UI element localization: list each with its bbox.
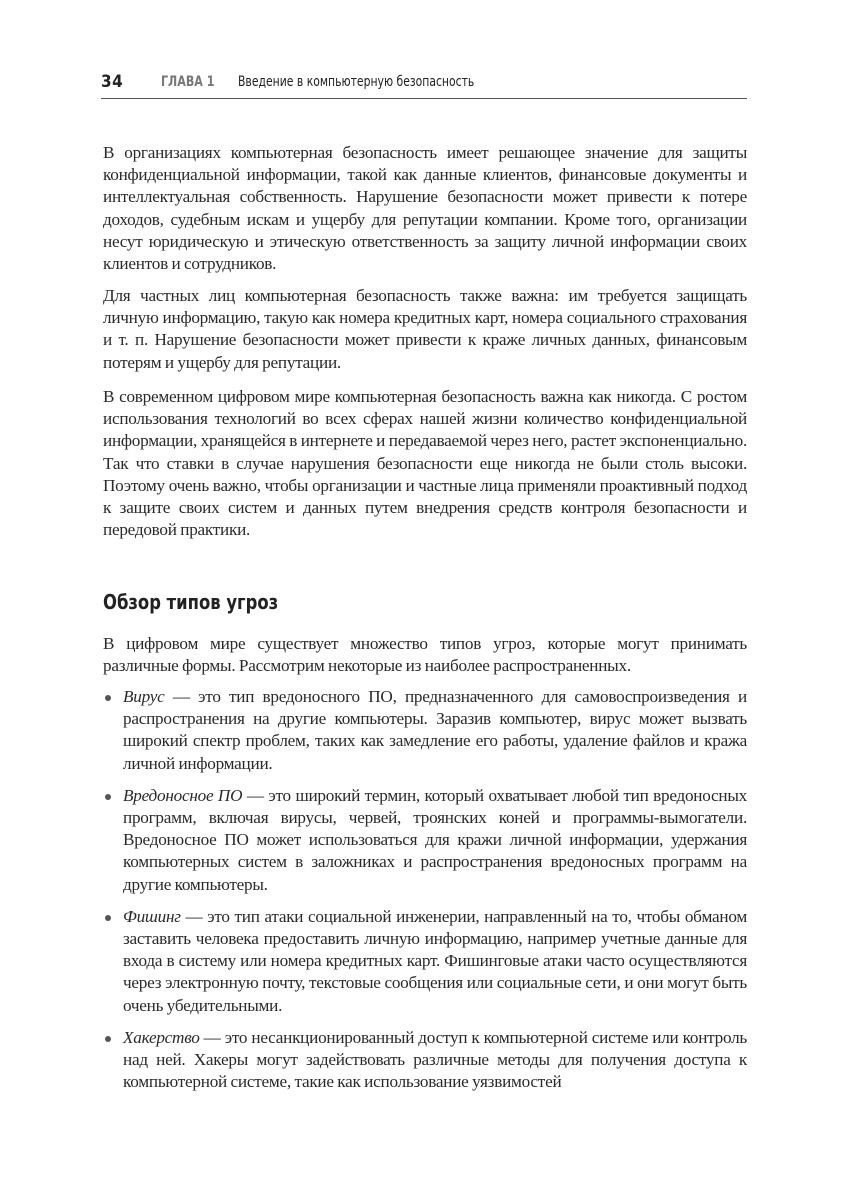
running-head <box>101 70 747 99</box>
bullet-icon <box>105 1036 111 1042</box>
bullet-icon <box>105 794 111 800</box>
list-item <box>103 1027 747 1094</box>
definition: — это широкий термин, который охватывает любой тип вредоносных программ, включая вирусы, червей, троянских коней и программы-вымогатели. Вредоносное ПО может использоваться для кражи личной информации, удержания компьютерных систем в заложниках и распространения вредоносных программ на другие компьютеры. <box>123 785 747 894</box>
list-item <box>103 785 747 896</box>
term: Вирус <box>123 687 165 706</box>
bullet-icon <box>105 915 111 921</box>
definition: — это тип вредоносного ПО, предназначенного для самовоспроизведения и распространения на другие компьютеры. Заразив компьютер, вирус может вызвать широкий спектр проблем, таких как замедление его работы, удаление файлов и кража личной информации. <box>123 687 747 773</box>
section-intro: В цифровом мире существует множество типов угроз, которые могут принимать различные формы. Рассмотрим некоторые из наиболее распространенных. <box>103 634 747 676</box>
paragraph-2-block <box>103 285 747 374</box>
paragraph-1-block <box>103 142 747 275</box>
page-number: 34 <box>101 72 124 92</box>
section-heading: Обзор типов угроз <box>103 590 279 614</box>
bullet-icon <box>105 695 111 701</box>
term: Вредоносное ПО <box>123 785 243 805</box>
term: Фишинг <box>123 906 181 926</box>
definition: — это тип атаки социальной инженерии, направленный на то, чтобы обманом заставить человека предоставить личную информацию, например учетные данные для входа в систему или номера кредитных карт. Фишинговые атаки часто осуществляются через электронную почту, текстовые сообщения или социальные сети, и они могут быть очень убедительными. <box>123 906 747 1015</box>
paragraph: В современном цифровом мире компьютерная безопасность важна как никогда. С ростом использования технологий во всех сферах нашей жизни количество конфиденциальной информации, хранящейся в интернете и передаваемой через него, растет экспоненциально. Так что ставки в случае нарушения безопасности еще никогда не были столь высоки. Поэтому очень важно, чтобы организации и частные лица применяли проактивный подход к защите своих систем и данных путем внедрения средств контроля безопасности и передовой практики. <box>103 387 747 540</box>
chapter-title: Введение в компьютерную безопасность <box>238 74 475 90</box>
paragraph: Для частных лиц компьютерная безопасность также важна: им требуется защищать личную информацию, такую как номера кредитных карт, номера социального страхования и т. п. Нарушение безопасности может привести к краже личных данных, финансовым потерям и ущербу для репутации. <box>103 286 747 372</box>
threat-list <box>103 686 747 1103</box>
paragraph-3-block <box>103 386 747 541</box>
section-intro-block <box>103 633 747 677</box>
chapter-label: ГЛАВА 1 <box>161 74 215 90</box>
list-item <box>103 686 747 775</box>
list-item <box>103 906 747 1017</box>
paragraph: В организациях компьютерная безопасность имеет решающее значение для защиты конфиденциальной информации, такой как данные клиентов, финансовые документы и интеллектуальная собственность. Нарушение безопасности может привести к потере доходов, судебным искам и ущербу для репутации компании. Кроме того, организации несут юридическую и этическую ответственность за защиту личной информации своих клиентов и сотрудников. <box>103 143 747 274</box>
term: Хакерство <box>123 1027 200 1047</box>
definition: — это несанкционированный доступ к компьютерной системе или контроль над ней. Хакеры могут задействовать различные методы для получения доступа к компьютерной системе, такие как использование уязвимостей <box>123 1027 747 1092</box>
